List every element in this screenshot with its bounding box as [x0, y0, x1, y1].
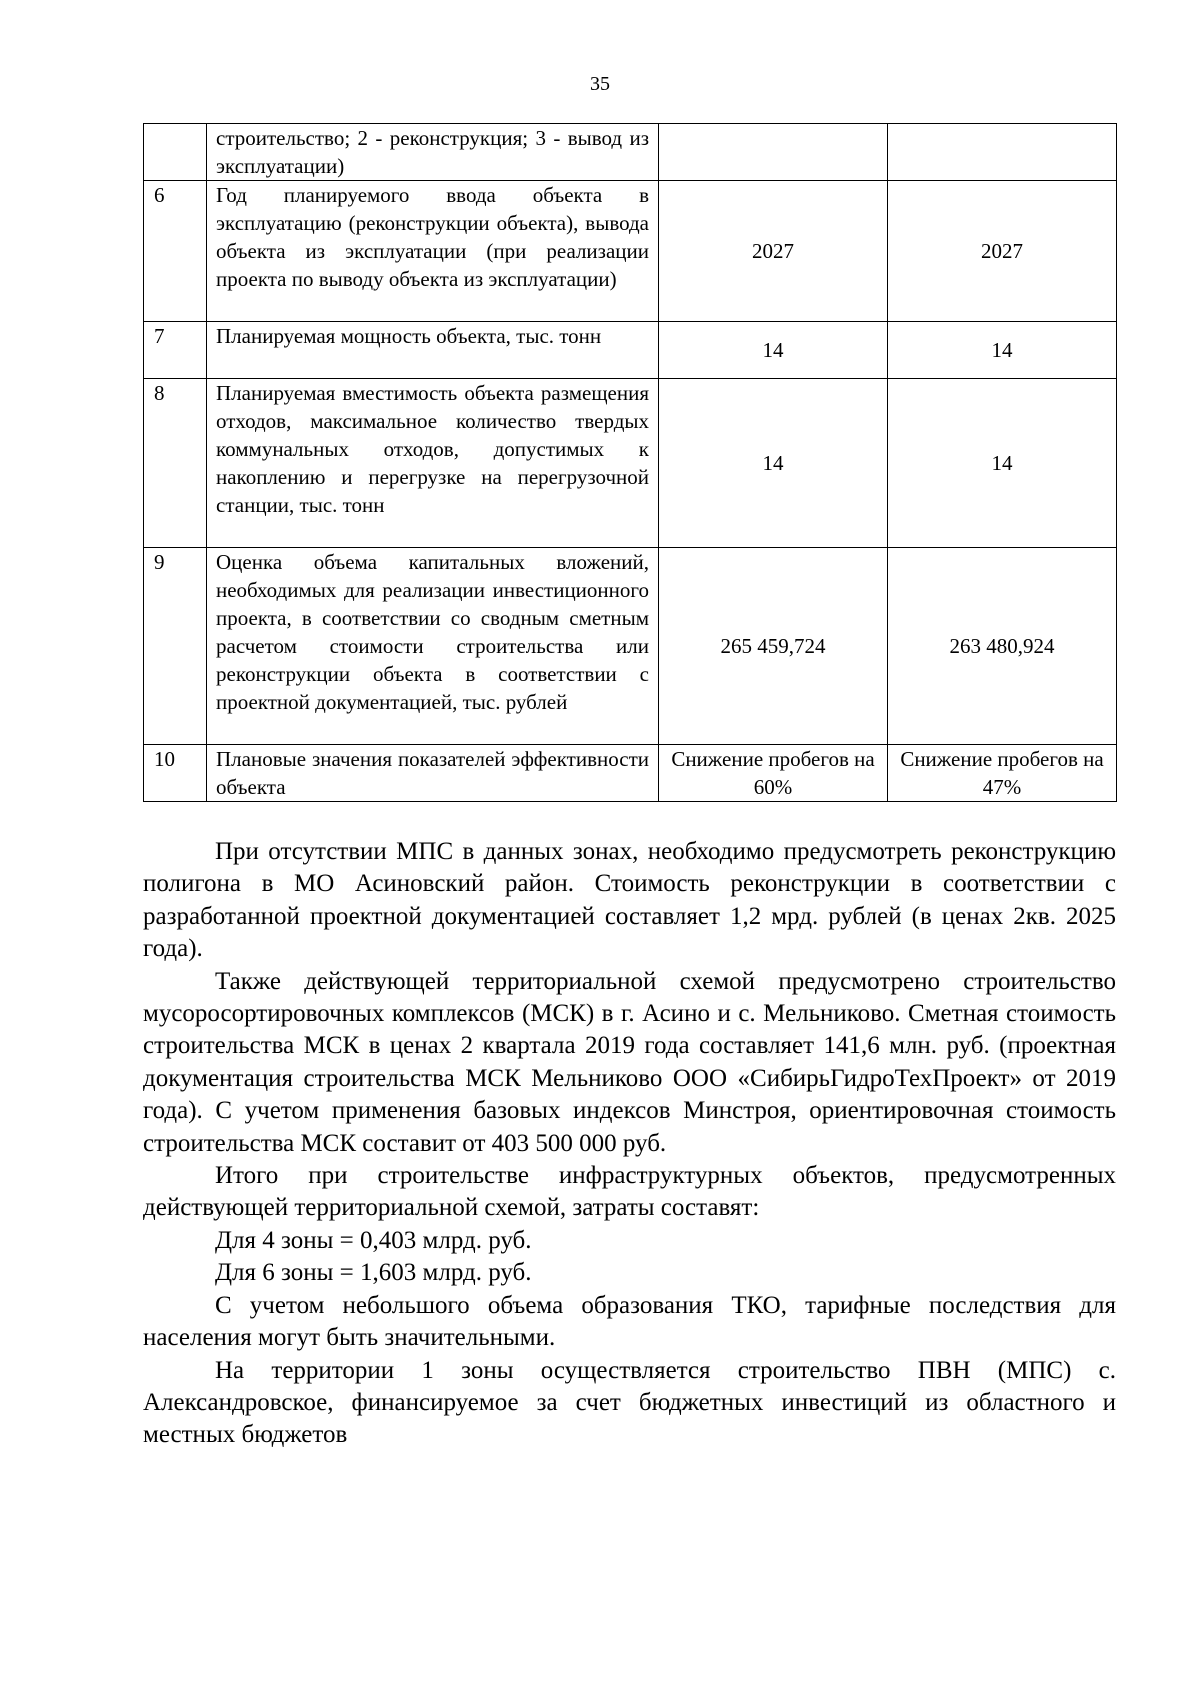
paragraph: При отсутствии МПС в данных зонах, необходимо предусмотреть реконструкцию полигона в МО Асиновский район. Стоимость реконструкции в соответствии с разработанной проектной документацией составляет 1,2 мрд. рублей (в ценах 2кв. 2025 года). [143, 838, 1116, 963]
paragraph: С учетом небольшого объема образования ТКО, тарифные последствия для населения могут быть значительными. [143, 1291, 1116, 1352]
row-number: 8 [144, 379, 207, 548]
row-description: Планируемая мощность объекта, тыс. тонн [207, 322, 659, 379]
row-value-2: 14 [888, 379, 1117, 548]
body-text [143, 836, 1116, 1452]
table-row [144, 322, 1117, 379]
row-number: 6 [144, 181, 207, 322]
row-value-2: 263 480,924 [888, 548, 1117, 745]
paragraph: Итого при строительстве инфраструктурных объектов, предусмотренных действующей территориальной схемой, затраты составят: [143, 1162, 1116, 1222]
row-description: Оценка объема капитальных вложений, необходимых для реализации инвестиционного проекта, в соответствии со сводным сметным расчетом стоимости строительства или реконструкции объекта в соответствии с проектной документацией, тыс. рублей [207, 548, 659, 745]
row-value-2: 14 [888, 322, 1117, 379]
row-value-1: 2027 [659, 181, 888, 322]
table-row [144, 745, 1117, 802]
row-description: Плановые значения показателей эффективности объекта [207, 745, 659, 802]
row-value-2: Снижение пробегов на 47% [888, 745, 1117, 802]
table-row [144, 124, 1117, 181]
row-value-1: Снижение пробегов на 60% [659, 745, 888, 802]
table-row [144, 379, 1117, 548]
row-description: Год планируемого ввода объекта в эксплуатацию (реконструкции объекта), вывода объекта из эксплуатации (при реализации проекта по выводу объекта из эксплуатации) [207, 181, 659, 322]
row-description: строительство; 2 - реконструкция; 3 - вывод из эксплуатации) [207, 124, 659, 181]
row-number: 7 [144, 322, 207, 379]
paragraph: Также действующей территориальной схемой предусмотрено строительство мусоросортировочных комплексов (МСК) в г. Асино и с. Мельниково. Сметная стоимость строительства МСК в ценах 2 квартала 2019 года составляет 141,6 млн. руб. (проектная документация строительства МСК Мельниково ООО «СибирьГидроТехПроект» от 2019 года). С учетом применения базовых индексов Минстроя, ориентировочная стоимость строительства МСК составит от 403 500 000 руб. [143, 967, 1116, 1157]
table-row [144, 548, 1117, 745]
row-value-1: 265 459,724 [659, 548, 888, 745]
row-value-1 [659, 124, 888, 181]
row-value-2 [888, 124, 1117, 181]
row-description: Планируемая вместимость объекта размещения отходов, максимальное количество твердых коммунальных отходов, допустимых к накоплению и перегрузке на перегрузочной станции, тыс. тонн [207, 379, 659, 548]
row-number: 9 [144, 548, 207, 745]
parameters-table [143, 123, 1117, 802]
row-number [144, 124, 207, 181]
row-value-1: 14 [659, 322, 888, 379]
row-value-1: 14 [659, 379, 888, 548]
zone-4-cost: Для 4 зоны = 0,403 млрд. руб. [215, 1226, 532, 1254]
row-value-2: 2027 [888, 181, 1117, 322]
page-number: 35 [590, 73, 610, 95]
paragraph: На территории 1 зоны осуществляется строительство ПВН (МПС) с. Александровское, финансируемое за счет бюджетных инвестиций из областного и местных бюджетов [143, 1356, 1116, 1449]
row-number: 10 [144, 745, 207, 802]
table-row [144, 181, 1117, 322]
zone-6-cost: Для 6 зоны = 1,603 млрд. руб. [215, 1259, 532, 1287]
